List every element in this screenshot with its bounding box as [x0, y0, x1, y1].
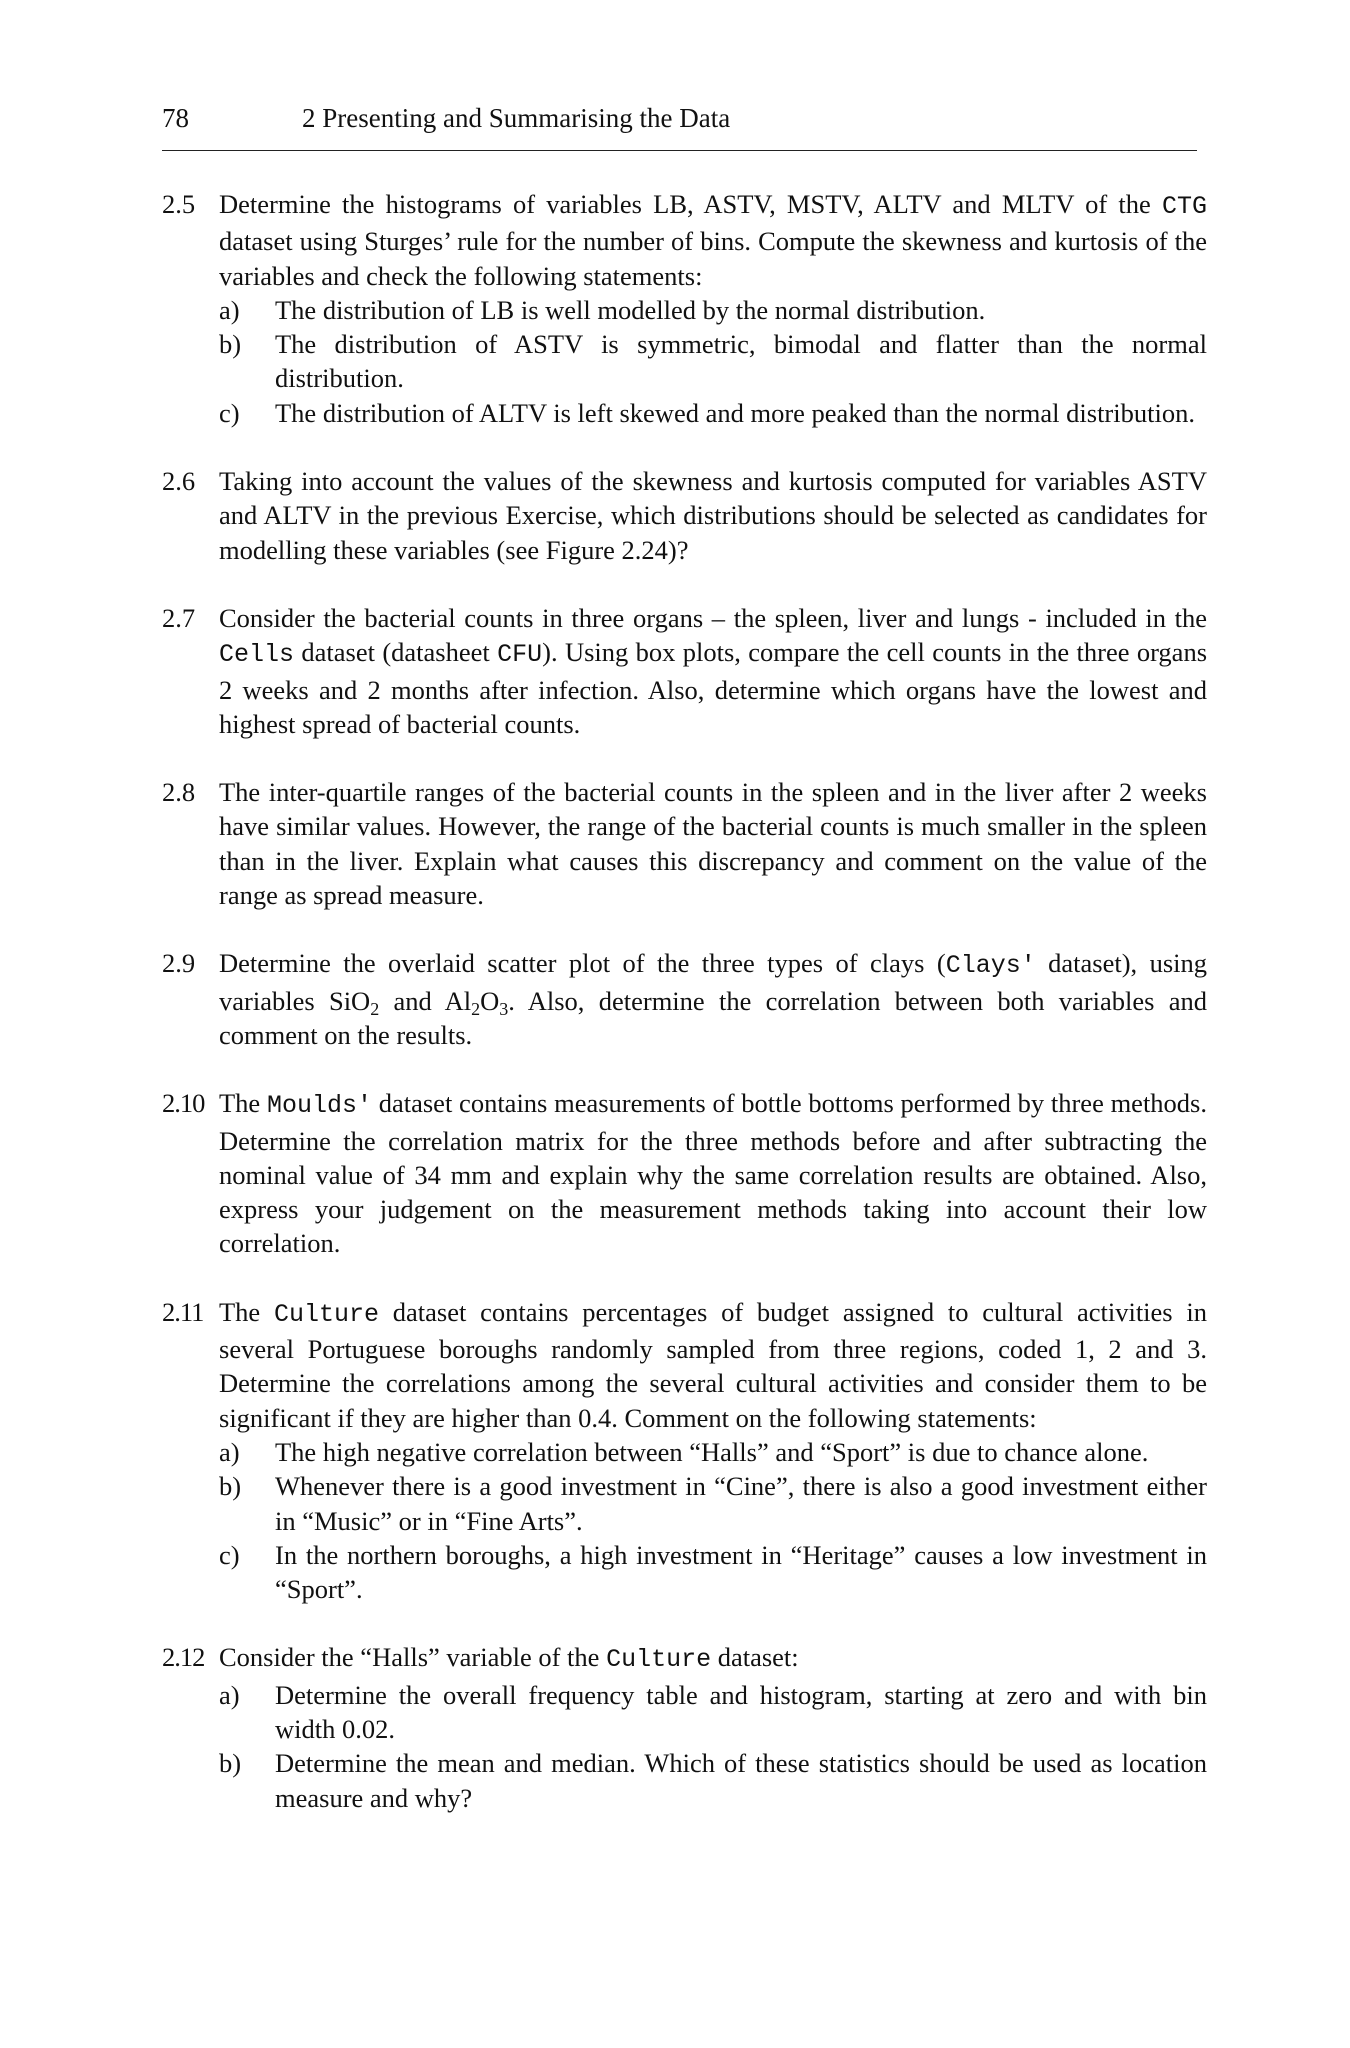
exercise-text: The inter-quartile ranges of the bacterial counts in the spleen and in the liver after 2 weeks have similar values. However, the range of the bacterial counts is much smaller in the spleen than in the liver. Explain what causes this discrepancy and comment on the value of the range as spread measure. [219, 777, 1207, 911]
exercise-2-5 [162, 187, 1207, 430]
text-run: . Also, determine the correlation between both variables and comment on the results. [219, 985, 1207, 1050]
page-number: 78 [162, 103, 189, 133]
text-run: The [219, 1088, 267, 1119]
exercise-text: Taking into account the values of the skewness and kurtosis computed for variables ASTV and ALTV in the previous Exercise, which distributions should be selected as candidates for modelling these variables (see Figure 2.24)? [219, 466, 1207, 565]
text-run: dataset contains measurements of bottle bottoms performed by three methods. Determine the correlation matrix for the three methods before and after subtracting the nominal value of 34 mm and explain why the same correlation results are obtained. Also, express your judgement on the measurement methods taking into account their low correlation. [219, 1088, 1207, 1259]
item-label: b) [219, 329, 242, 360]
exercise-number: 2.11 [162, 1296, 204, 1327]
subscript: 2 [471, 998, 481, 1019]
exercise-number: 2.12 [162, 1642, 205, 1673]
statement-item [219, 1746, 1207, 1815]
exercise-2-11 [162, 1295, 1207, 1607]
exercise-text [219, 187, 1207, 293]
statement-item [219, 1538, 1207, 1607]
datasheet-name: CFU [497, 640, 543, 670]
statement-item [219, 1678, 1207, 1747]
text-run: dataset using Sturges’ rule for the number of bins. Compute the skewness and kurtosis of the variables and check the following statements: [219, 226, 1207, 291]
exercise-text [219, 1640, 1207, 1677]
item-text: The distribution of ALTV is left skewed and more peaked than the normal distribution. [275, 397, 1195, 428]
item-text: In the northern boroughs, a high investment in “Heritage” causes a low investment in “Sport”. [275, 1539, 1207, 1605]
exercise-number: 2.6 [162, 466, 196, 497]
exercise-2-12 [162, 1640, 1207, 1814]
running-header [162, 98, 1197, 138]
dataset-name: Moulds' [266, 1091, 372, 1121]
statement-item [219, 327, 1207, 396]
exercise-number: 2.10 [162, 1088, 205, 1119]
text-run: The [219, 1296, 274, 1327]
exercise-list [162, 187, 1207, 1849]
text-run: O [480, 985, 500, 1016]
subscript: 2 [370, 998, 380, 1019]
exercise-number: 2.5 [162, 189, 196, 219]
item-label: b) [219, 1471, 242, 1502]
exercise-2-6 [162, 464, 1207, 567]
text-run: Consider the bacterial counts in three organs – the spleen, liver and lungs - included in the [219, 602, 1207, 633]
item-text: Determine the mean and median. Which of these statistics should be used as location measure and why? [275, 1748, 1207, 1813]
item-text: The distribution of ASTV is symmetric, bimodal and flatter than the normal distribution. [275, 329, 1207, 394]
dataset-name: CTG [1162, 192, 1208, 221]
statement-item [219, 396, 1207, 430]
text-run: Consider the “Halls” variable of the [219, 1642, 607, 1673]
chapter-title: 2 Presenting and Summarising the Data [302, 103, 731, 133]
text-run: Determine the overlaid scatter plot of the three types of clays ( [219, 948, 946, 979]
statement-item [219, 1469, 1207, 1538]
dataset-name: Clays' [945, 951, 1036, 981]
item-label: a) [219, 1679, 240, 1710]
text-run: and Al [379, 985, 472, 1016]
text-run: dataset: [711, 1642, 799, 1673]
text-run: Determine the histograms of variables LB, ASTV, MSTV, ALTV and MLTV of the [219, 189, 1151, 219]
dataset-name: Culture [273, 1299, 380, 1329]
item-label: a) [219, 1436, 240, 1467]
statement-item [219, 1435, 1207, 1469]
exercise-number: 2.7 [162, 602, 196, 633]
item-label: c) [219, 397, 240, 428]
exercise-2-10 [162, 1086, 1207, 1260]
item-text: Whenever there is a good investment in “Cine”, there is also a good investment either in “Music” or in “Fine Arts”. [275, 1471, 1207, 1536]
dataset-name: Cells [219, 640, 295, 670]
exercise-number: 2.9 [162, 948, 196, 979]
header-rule [162, 150, 1197, 151]
exercise-number: 2.8 [162, 777, 196, 808]
exercise-2-7 [162, 601, 1207, 741]
exercise-2-8 [162, 775, 1207, 912]
text-run: dataset), using variables SiO [219, 948, 1208, 1016]
exercise-text [219, 946, 1207, 1052]
item-label: a) [219, 294, 240, 325]
item-label: c) [219, 1539, 240, 1570]
item-text: Determine the overall frequency table and histogram, starting at zero and with bin width 0.02. [275, 1679, 1207, 1744]
exercise-text [219, 601, 1207, 741]
statement-item [219, 293, 1207, 327]
text-run: dataset contains percentages of budget assigned to cultural activities in several Portuguese boroughs randomly sampled from three regions, coded 1, 2 and 3. Determine the correlations among the several cultural activities and consider them to be significant if they are higher than 0.4. Comment on the following statements: [219, 1296, 1208, 1433]
exercise-text [219, 1086, 1207, 1260]
exercise-text [219, 1295, 1207, 1435]
exercise-2-9 [162, 946, 1207, 1052]
item-text: The high negative correlation between “Halls” and “Sport” is due to chance alone. [275, 1436, 1149, 1467]
text-run: ). Using box plots, compare the cell counts in the three organs 2 weeks and 2 months after infection. Also, determine which organs have the lowest and highest spread of bacterial counts. [219, 637, 1208, 739]
item-text: The distribution of LB is well modelled by the normal distribution. [275, 294, 986, 325]
dataset-name: Culture [606, 1645, 712, 1675]
item-label: b) [219, 1748, 242, 1779]
text-run: dataset (datasheet [294, 637, 498, 668]
subscript: 3 [499, 998, 509, 1019]
